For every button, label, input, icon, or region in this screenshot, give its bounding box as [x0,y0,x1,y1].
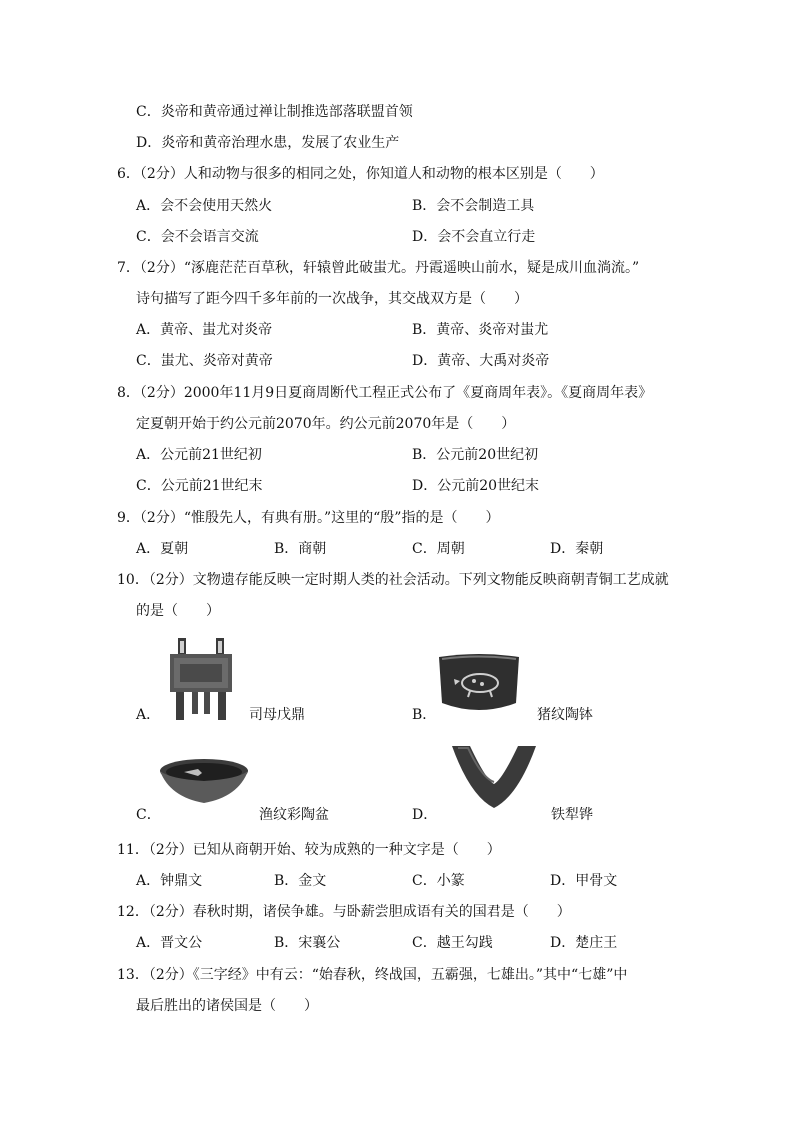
q10-option-a-caption: 司母戊鼎 [249,707,305,723]
bronze-ding-icon [166,634,236,722]
q12-option-a: A．晋文公 [136,935,203,951]
q12-option-b: B．宋襄公 [274,935,341,951]
q8-option-a: A．公元前21世纪初 [136,447,262,463]
q7-stem-continued: 诗句描写了距今四千多年前的一次战争，其交战双方是（ ） [136,291,528,307]
q8-stem: 8．（2分）2000年11月9日夏商周断代工程正式公布了《夏商周年表》。《夏商周年表》 [117,385,653,401]
q6-option-b: B．会不会制造工具 [412,198,535,214]
q8-option-d: D．公元前20世纪末 [412,478,540,494]
q10-option-d-caption: 铁犁铧 [551,807,593,823]
q11-option-c: C．小篆 [412,873,465,889]
q7-stem: 7．（2分）“涿鹿茫茫百草秋，轩辕曾此破蚩尤。丹霞遥映山前水，疑是成川血淌流。” [117,260,640,276]
q6-option-d: D．会不会直立行走 [412,229,536,245]
q12-option-d: D．楚庄王 [550,935,618,951]
q9-option-d: D．秦朝 [550,541,604,557]
q12-stem: 12．（2分）春秋时期，诸侯争雄。与卧薪尝胆成语有关的国君是（ ） [117,904,571,920]
q7-option-d: D．黄帝、大禹对炎帝 [412,353,550,369]
q10-stem-continued: 的是（ ） [136,603,220,619]
q6-stem: 6．（2分）人和动物与很多的相同之处，你知道人和动物的根本区别是（ ） [117,166,604,182]
q6-option-c: C．会不会语言交流 [136,229,259,245]
q11-stem: 11．（2分）已知从商朝开始、较为成熟的一种文字是（ ） [117,842,501,858]
q13-stem-continued: 最后胜出的诸侯国是（ ） [136,998,318,1014]
q11-option-b: B．金文 [274,873,327,889]
q11-option-d: D．甲骨文 [550,873,618,889]
q11-option-a: A．钟鼎文 [136,873,203,889]
fish-pottery-basin-icon [158,757,250,805]
q10-option-b-caption: 猪纹陶钵 [537,707,593,723]
q8-stem-continued: 定夏朝开始于约公元前2070年。约公元前2070年是（ ） [136,416,516,432]
iron-plowshare-icon [448,744,540,810]
q10-option-c-letter: C． [136,807,161,823]
q13-stem: 13．（2分）《三字经》中有云：“始春秋，终战国，五霸强，七雄出。”其中“七雄”中 [117,967,628,983]
q10-option-b-letter: B． [412,707,437,723]
q9-option-c: C．周朝 [412,541,465,557]
pig-pottery-bowl-icon [436,651,522,717]
q10-option-a-letter: A． [136,707,161,723]
q6-option-a: A．会不会使用天然火 [136,198,273,214]
q5-option-c: C．炎帝和黄帝通过禅让制推选部落联盟首领 [136,104,413,120]
q10-stem: 10．（2分）文物遗存能反映一定时期人类的社会活动。下列文物能反映商朝青铜工艺成就 [117,572,669,588]
q12-option-c: C．越王勾践 [412,935,493,951]
q9-option-b: B．商朝 [274,541,327,557]
q10-option-c-caption: 渔纹彩陶盆 [259,807,329,823]
q5-option-d: D．炎帝和黄帝治理水患，发展了农业生产 [136,135,400,151]
q9-option-a: A．夏朝 [136,541,189,557]
q7-option-a: A．黄帝、蚩尤对炎帝 [136,322,273,338]
q8-option-c: C．公元前21世纪末 [136,478,263,494]
q10-option-d-letter: D． [412,807,438,823]
q9-stem: 9．（2分）“惟殷先人，有典有册。”这里的“殷”指的是（ ） [117,510,500,526]
q8-option-b: B．公元前20世纪初 [412,447,539,463]
q7-option-b: B．黄帝、炎帝对蚩尤 [412,322,549,338]
q7-option-c: C．蚩尤、炎帝对黄帝 [136,353,273,369]
